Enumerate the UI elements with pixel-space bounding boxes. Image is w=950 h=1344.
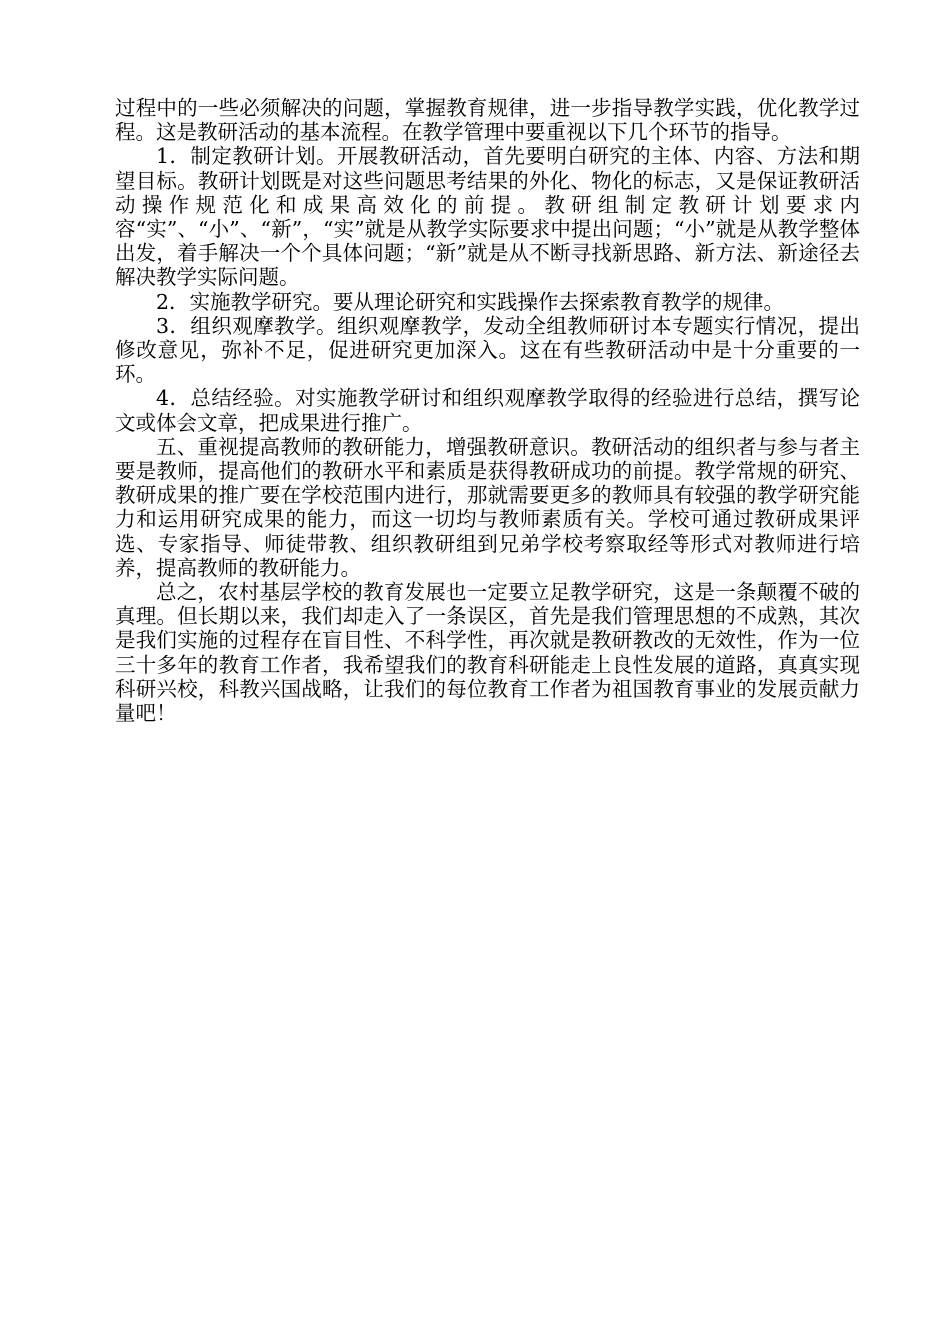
paragraph-item-2-research: 2．实施教学研究。要从理论研究和实践操作去探索教育教学的规律。 xyxy=(156,289,785,314)
paragraph-continuation: 过程中的一些必须解决的问题，掌握教育规律，进一步指导教学实践，优化教学过程。这是教研活动的基本流程。在教学管理中要重视以下几个环节的指导。 xyxy=(115,96,860,145)
paragraph-conclusion: 总之，农村基层学校的教育发展也一定要立足教学研究，这是一条颠覆不破的真理。但长期以来，我们却走入了一条误区，首先是我们管理思想的不成熟，其次是我们实施的过程存在盲目性、不科学性，再次就是教研教改的无效性，作为一位三十多年的教育工作者，我希望我们的教育科研能走上良性发展的道路，真真实现科研兴校，科教兴国战略，让我们的每位教育工作者为祖国教育事业的发展贡献力量吧！ xyxy=(115,580,860,726)
paragraph-item-4-summary: 4．总结经验。对实施教学研讨和组织观摩教学取得的经验进行总结，撰写论文或体会文章，把成果进行推广。 xyxy=(115,386,860,435)
paragraph-item-3-observation: 3．组织观摩教学。组织观摩教学，发动全组教师研讨本专题实行情况，提出修改意见，弥补不足，促进研究更加深入。这在有些教研活动中是十分重要的一环。 xyxy=(115,313,860,387)
document-body xyxy=(115,96,860,725)
paragraph-item-1-plan: 1．制定教研计划。开展教研活动，首先要明白研究的主体、内容、方法和期望目标。教研计划既是对这些问题思考结果的外化、物化的标志，又是保证教研活动操作规范化和成果高效化的前提。教研组制定教研计划要求内容“实”、“小”、“新”，“实”就是从教学实际要求中提出问题；“小”就是从教学整体出发，着手解决一个个具体问题；“新”就是从不断寻找新思路、新方法、新途径去解决教学实际问题。 xyxy=(115,144,860,290)
paragraph-section-five: 五、重视提高教师的教研能力，增强教研意识。教研活动的组织者与参与者主要是教师，提高他们的教研水平和素质是获得教研成功的前提。教学常规的研究、教研成果的推广要在学校范围内进行，那就需要更多的教师具有较强的教学研究能力和运用研究成果的能力，而这一切均与教师素质有关。学校可通过教研成果评选、专家指导、师徒带教、组织教研组到兄弟学校考察取经等形式对教师进行培养，提高教师的教研能力。 xyxy=(115,434,860,580)
